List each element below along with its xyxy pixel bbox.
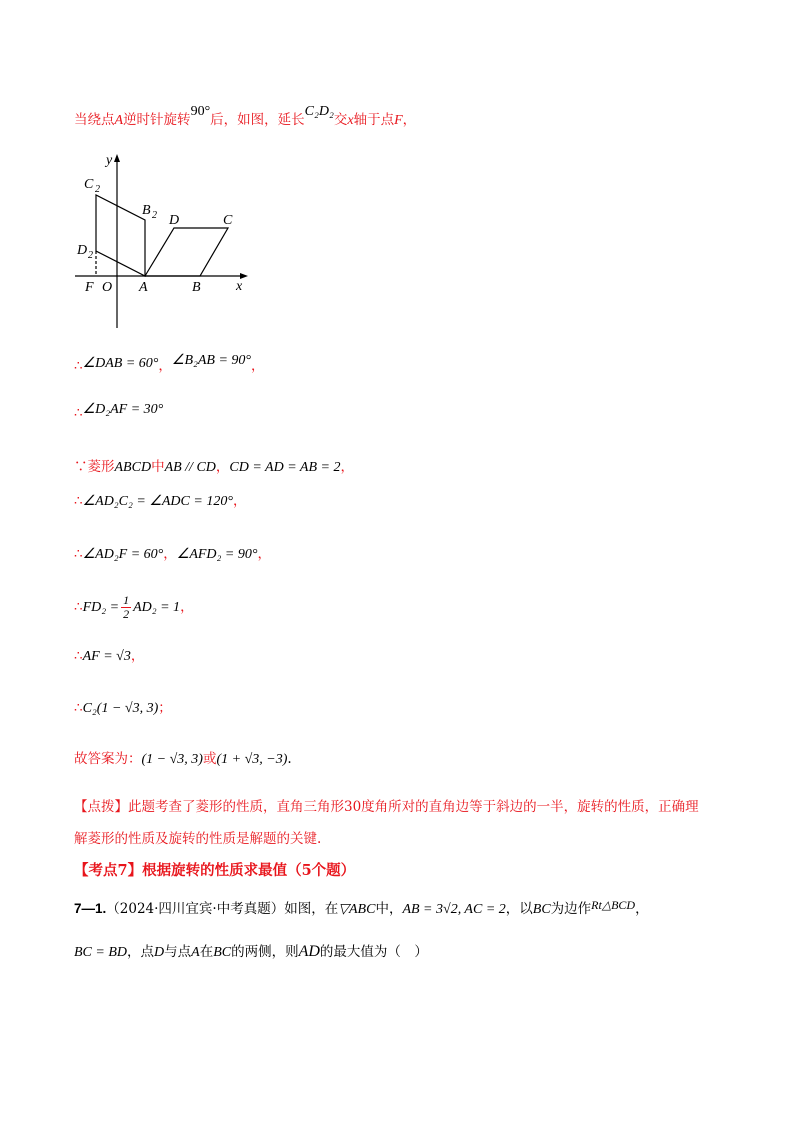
separator: ； [158, 700, 172, 716]
problem-text: 在 [199, 944, 214, 960]
separator: ， [180, 599, 194, 615]
problem-text: 的两侧，则 [231, 944, 299, 960]
label-b2: B [142, 203, 151, 218]
step-8-math: C₂(1 − √3, 3) [82, 701, 159, 716]
intro-text: 交 [333, 112, 348, 128]
step-5-math-b: ∠AFD₂ = 90° [176, 547, 258, 562]
separator: ， [257, 546, 271, 562]
step-1-math-b: ∠B₂AB = 90° [171, 353, 252, 368]
intro-text: 轴于点 [353, 112, 395, 128]
problem-text: 的最大值为（ ） [319, 944, 428, 960]
label-a: A [139, 280, 148, 295]
step-7-math: AF = √3 [82, 649, 131, 664]
step-4-math: ∠AD₂C₂ = ∠ADC = 120° [82, 494, 233, 509]
comment-line-1: 【点拨】此题考查了菱形的性质，直角三角形30度角所对的直角边等于斜边的一半，旋转的性质，正确理 [74, 799, 699, 815]
intro-angle: 90° [190, 104, 211, 119]
problem-text: ，以 [505, 901, 533, 917]
y-axis-arrow [114, 154, 120, 162]
answer-end: . [287, 751, 292, 767]
intro-text: 当绕点 [74, 112, 115, 128]
label-c2-sub: 2 [95, 184, 100, 195]
problem-text: ， [635, 901, 649, 917]
step-3-text: ∵菱形 [74, 459, 115, 475]
problem-text: 与点 [164, 944, 192, 960]
label-c: C [223, 213, 233, 228]
label-d2-sub: 2 [88, 250, 93, 261]
label-b: B [192, 280, 201, 295]
label-o: O [102, 280, 113, 295]
fraction-numerator: 1 [123, 593, 130, 607]
rotated-rhombus [96, 195, 145, 276]
answer-line [74, 747, 292, 768]
label-d: D [169, 213, 180, 228]
step-6 [74, 594, 194, 621]
section-heading: 【考点7】根据旋转的性质求最值（5个题） [74, 862, 356, 879]
step-4 [74, 489, 246, 510]
intro-text: ， [402, 112, 417, 128]
step-6-rhs: AD₂ = 1 [133, 600, 181, 615]
y-axis-label: y [106, 153, 113, 168]
step-3-math-1: ABCD [114, 460, 152, 475]
intro-text: 逆时针旋转 [123, 112, 191, 128]
separator: ， [340, 459, 354, 475]
therefore-symbol: ∴ [74, 358, 83, 374]
rhombus-abcd [145, 228, 228, 276]
step-6-lhs: FD₂ = [82, 600, 120, 615]
therefore-symbol: ∴ [74, 648, 83, 664]
step-1 [74, 354, 265, 375]
fraction-one-half [121, 594, 131, 621]
therefore-symbol: ∴ [74, 546, 83, 562]
problem-point-d: D [154, 945, 165, 960]
problem-ad: AD [298, 943, 320, 960]
step-7 [74, 644, 144, 665]
answer-or: 或 [202, 751, 217, 767]
step-3-math-3: CD = AD = AB = 2 [229, 460, 341, 475]
therefore-symbol: ∴ [74, 599, 83, 615]
therefore-symbol: ∴ [74, 700, 83, 716]
answer-label: 故答案为： [74, 751, 142, 767]
label-f: F [85, 280, 94, 295]
step-3 [74, 455, 354, 476]
step-1-math-a: ∠DAB = 60° [82, 356, 159, 371]
intro-point-f: F [394, 113, 403, 128]
label-b2-sub: 2 [152, 210, 157, 221]
problem-bc: BC [213, 945, 232, 960]
problem-line-1 [74, 897, 649, 918]
label-c2: C [84, 177, 94, 192]
step-2 [74, 402, 164, 422]
step-8 [74, 696, 172, 717]
problem-line-2 [74, 940, 428, 961]
problem-number: 7—1. [74, 901, 107, 916]
therefore-symbol: ∴ [74, 405, 83, 421]
x-axis-label: x [236, 279, 243, 294]
step-3-math-2: AB // CD [164, 460, 216, 475]
problem-bc: BC [532, 902, 551, 917]
problem-condition: AB = 3√2, AC = 2 [402, 902, 506, 917]
rotation-figure [70, 150, 260, 335]
separator: ， [158, 358, 172, 374]
problem-text: 为边作 [550, 901, 592, 917]
intro-segment: C₂D₂ [304, 104, 334, 119]
problem-rt-triangle: Rt△BCD [591, 898, 636, 912]
label-d2: D [77, 243, 88, 258]
problem-point-a: A [191, 945, 200, 960]
problem-triangle: ▽ABC [338, 902, 376, 917]
separator: ， [130, 648, 145, 664]
answer-value-1: (1 − √3, 3) [141, 752, 203, 767]
problem-text: （2024·四川宜宾·中考真题）如图，在 [106, 901, 339, 917]
intro-axis: x [347, 113, 354, 128]
answer-value-2: (1 + √3, −3) [216, 752, 288, 767]
separator: ， [251, 358, 265, 374]
step-3-text: 中 [151, 459, 165, 475]
therefore-symbol: ∴ [74, 493, 83, 509]
problem-text: 中， [375, 901, 403, 917]
step-5 [74, 542, 271, 563]
problem-bc-eq-bd: BC = BD [74, 945, 127, 960]
intro-point-a: A [114, 113, 124, 128]
comment-line-2: 解菱形的性质及旋转的性质是解题的关键. [74, 831, 322, 847]
fraction-denominator: 2 [123, 607, 130, 621]
step-2-math: ∠D₂AF = 30° [82, 402, 164, 417]
intro-line [74, 104, 417, 129]
problem-text: ，点 [127, 944, 154, 960]
separator: ， [232, 493, 247, 509]
intro-text: 后，如图，延长 [210, 112, 305, 128]
step-5-math-a: ∠AD₂F = 60° [82, 547, 164, 562]
separator: ， [163, 546, 177, 562]
separator: ， [215, 459, 230, 475]
